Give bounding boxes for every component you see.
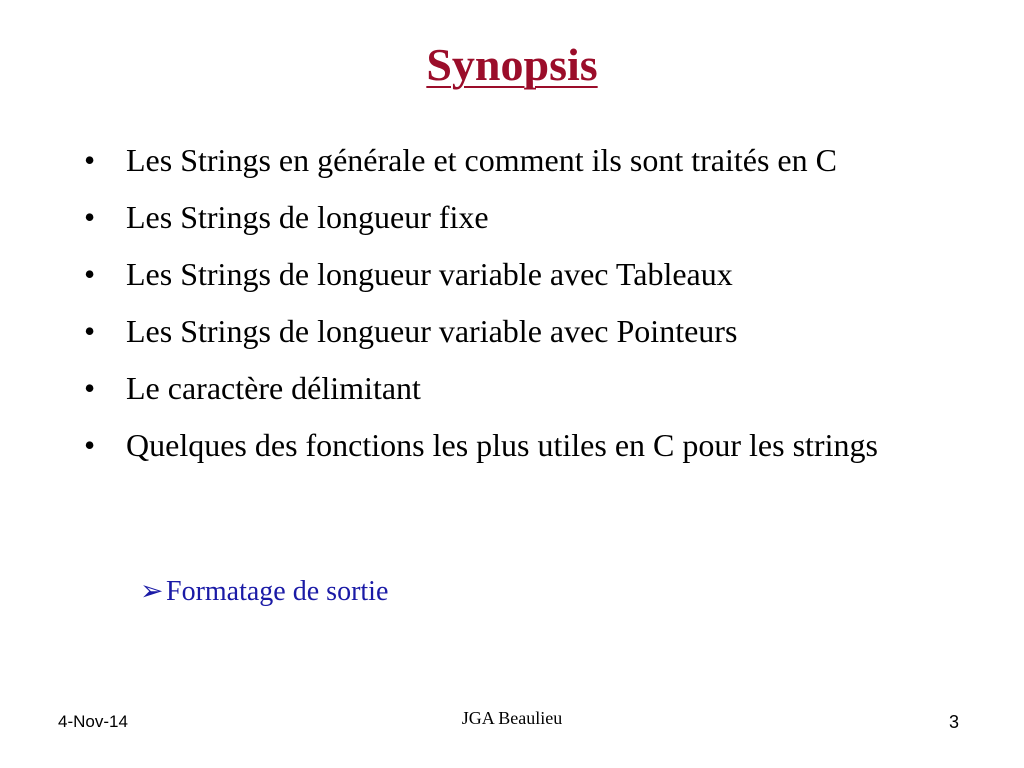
bullet-item	[84, 311, 944, 352]
slide-title: Synopsis	[426, 39, 598, 90]
bullet-dot-icon: •	[84, 427, 96, 463]
bullet-text: Les Strings en générale et comment ils sont traités en C	[126, 142, 837, 178]
bullet-text: Les Strings de longueur fixe	[126, 199, 489, 235]
bullet-item	[84, 254, 944, 295]
bullet-list	[84, 140, 944, 482]
bullet-text: Les Strings de longueur variable avec Pointeurs	[126, 313, 738, 349]
sub-bullet-item	[140, 574, 388, 610]
footer-author: JGA Beaulieu	[461, 708, 563, 728]
arrow-bullet-icon: ➢	[140, 576, 164, 607]
bullet-dot-icon: •	[84, 199, 96, 235]
bullet-dot-icon: •	[84, 142, 96, 178]
bullet-dot-icon: •	[84, 256, 96, 292]
page-number: 3	[949, 712, 960, 732]
bullet-item	[84, 140, 944, 181]
bullet-dot-icon: •	[84, 370, 96, 406]
bullet-dot-icon: •	[84, 313, 96, 349]
bullet-text: Le caractère délimitant	[126, 370, 421, 406]
bullet-text: Les Strings de longueur variable avec Tableaux	[126, 256, 733, 292]
bullet-item	[84, 425, 944, 466]
sub-bullet-text: Formatage de sortie	[166, 576, 389, 607]
bullet-item	[84, 368, 944, 409]
bullet-text: Quelques des fonctions les plus utiles en C pour les strings	[126, 427, 878, 463]
bullet-item	[84, 197, 944, 238]
footer-date: 4-Nov-14	[58, 712, 128, 731]
